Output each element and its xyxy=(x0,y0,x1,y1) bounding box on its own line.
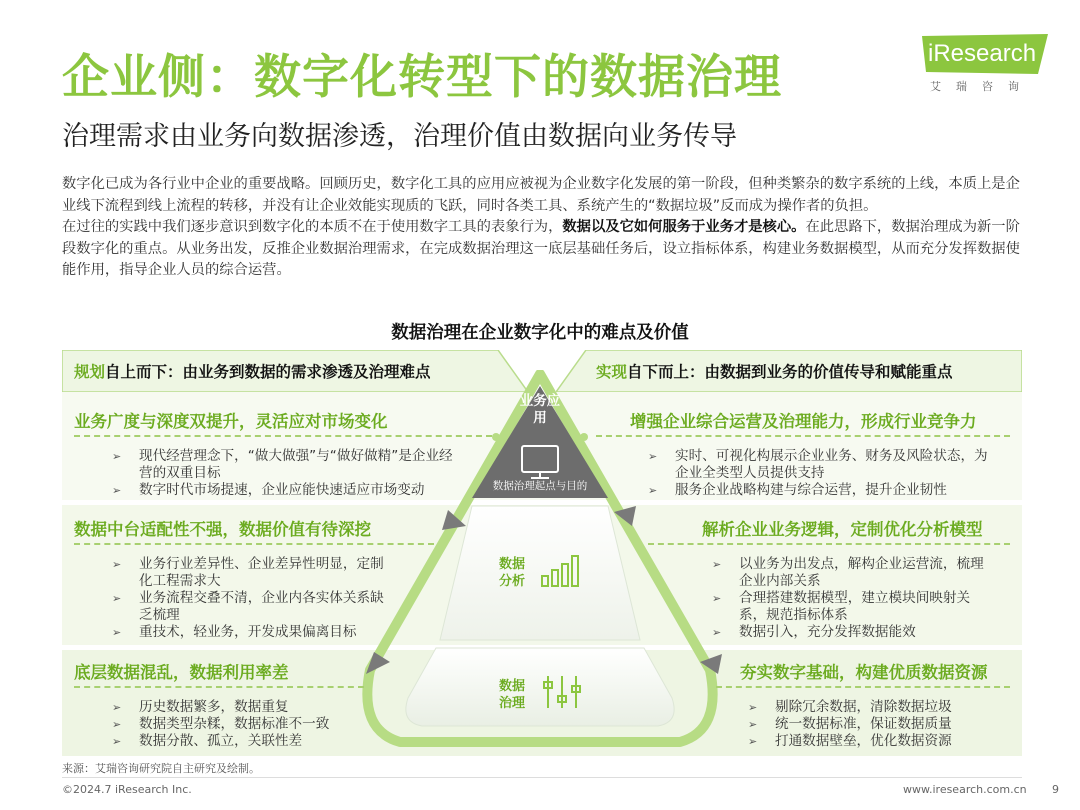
footer-divider xyxy=(62,777,1022,778)
tier-top-label: 业务应用 xyxy=(519,393,561,426)
right-section-1-divider xyxy=(596,435,1010,437)
right-section-3-points xyxy=(748,699,998,750)
right-banner-highlight: 实现 xyxy=(596,363,628,381)
left-section-3-divider xyxy=(74,686,364,688)
list-item: ➢ 现代经营理念下，“做大做强”与“做好做精”是企业经营的双重目标 xyxy=(112,448,460,482)
list-item: ➢ 业务行业差异性、企业差异性明显，定制化工程需求大 xyxy=(112,556,384,590)
left-banner-highlight: 规划 xyxy=(74,363,106,381)
list-item: ➢ 数字时代市场提速，企业应能快速适应市场变动 xyxy=(112,482,460,499)
tier-top-caption: 数据治理起点与目的 xyxy=(492,480,588,492)
pyramid-tier-middle xyxy=(440,506,640,640)
intro-paragraph-1: 数字化已成为各行业中企业的重要战略。回顾历史，数字化工具的应用应被视为企业数字化发展的第一阶段，但种类繁杂的数字系统的上线，本质上是企业线下流程到线上流程的转移，并没有让企业效能实现质的飞跃，同时各类工具、系统产生的“数据垃圾”反而成为操作者的负担。 xyxy=(62,176,1020,214)
right-section-2-divider xyxy=(648,543,1010,545)
list-item: ➢ 历史数据繁多，数据重复 xyxy=(112,699,372,716)
footer-copyright: ©2024.7 iResearch Inc. xyxy=(62,783,192,796)
left-section-2-divider xyxy=(74,543,434,545)
intro-text xyxy=(62,174,1022,282)
list-item: ➢ 实时、可视化构展示企业业务、财务及风险状态，为企业全类型人员提供支持 xyxy=(648,448,988,482)
right-section-2-points xyxy=(712,556,986,641)
list-item: ➢ 合理搭建数据模型，建立模块间映射关系，规范指标体系 xyxy=(712,590,986,624)
left-section-2-points xyxy=(112,556,384,641)
list-item: ➢ 以业务为出发点，解构企业运营流，梳理企业内部关系 xyxy=(712,556,986,590)
list-item: ➢ 统一数据标准，保证数据质量 xyxy=(748,716,998,733)
logo-subtitle: 艾瑞咨询 xyxy=(930,80,1034,93)
left-section-3-points xyxy=(112,699,372,750)
right-section-3-heading: 夯实数字基础，构建优质数据资源 xyxy=(740,663,988,682)
intro-key-sentence: 数据以及它如何服务于业务才是核心。 xyxy=(562,219,806,235)
list-item: ➢ 数据引入，充分发挥数据能效 xyxy=(712,624,986,641)
right-section-2-heading: 解析企业业务逻辑，定制优化分析模型 xyxy=(702,520,983,539)
list-item: ➢ 剔除冗余数据，清除数据垃圾 xyxy=(748,699,998,716)
list-item: ➢ 服务企业战略构建与综合运营，提升企业韧性 xyxy=(648,482,988,499)
right-banner-text: 实现自下而上：由数据到业务的价值传导和赋能重点 xyxy=(596,363,953,381)
left-section-1-heading: 业务广度与深度双提升，灵活应对市场变化 xyxy=(74,412,388,431)
list-item: ➢ 数据分散、孤立，关联性差 xyxy=(112,733,372,750)
footer-website[interactable]: www.iresearch.com.cn xyxy=(903,783,1027,796)
diagram-title: 数据治理在企业数字化中的难点及价值 xyxy=(391,323,689,343)
left-section-2-heading: 数据中台适配性不强，数据价值有待深挖 xyxy=(74,520,371,539)
page-number: 9 xyxy=(1052,783,1059,796)
list-item: ➢ 业务流程交叠不清，企业内各实体关系缺乏梳理 xyxy=(112,590,384,624)
right-section-3-divider xyxy=(716,686,1010,688)
left-section-1-divider xyxy=(74,435,492,437)
list-item: ➢ 打通数据壁垒，优化数据资源 xyxy=(748,733,998,750)
list-item: ➢ 数据类型杂糅，数据标准不一致 xyxy=(112,716,372,733)
right-section-1-heading: 增强企业综合运营及治理能力，形成行业竞争力 xyxy=(630,412,977,431)
left-banner-text: 规划自上而下：由业务到数据的需求渗透及治理难点 xyxy=(74,363,431,381)
page-title: 企业侧：数字化转型下的数据治理 xyxy=(62,50,782,105)
intro-paragraph-2: 在过往的实践中我们逐步意识到数字化的本质不在于使用数字工具的表象行为，数据以及它如何服务于业务才是核心。在此思路下，数据治理成为新一阶段数字化的重点。从业务出发，反推企业数据治理需求，在完成数据治理这一底层基础任务后，设立指标体系，构建业务数据模型，从而充分发挥数据使能作用，指导企业人员的综合运营。 xyxy=(62,219,1020,278)
left-section-3-heading: 底层数据混乱，数据利用率差 xyxy=(74,663,289,682)
logo-wordmark: iResearch xyxy=(928,40,1037,67)
tier-middle-label: 数据分析 xyxy=(498,557,525,589)
left-section-1-points xyxy=(112,448,460,499)
source-note: 来源：艾瑞咨询研究院自主研究及绘制。 xyxy=(62,762,260,775)
right-section-1-points xyxy=(648,448,988,499)
tier-bottom-label: 数据治理 xyxy=(498,679,525,711)
top-right-dot xyxy=(580,433,588,441)
pyramid-tier-bottom xyxy=(406,648,674,726)
list-item: ➢ 重技术，轻业务，开发成果偏离目标 xyxy=(112,624,384,641)
page-subtitle: 治理需求由业务向数据渗透，治理价值由数据向业务传导 xyxy=(62,121,737,152)
top-left-dot xyxy=(492,433,500,441)
iresearch-logo xyxy=(922,34,1052,104)
